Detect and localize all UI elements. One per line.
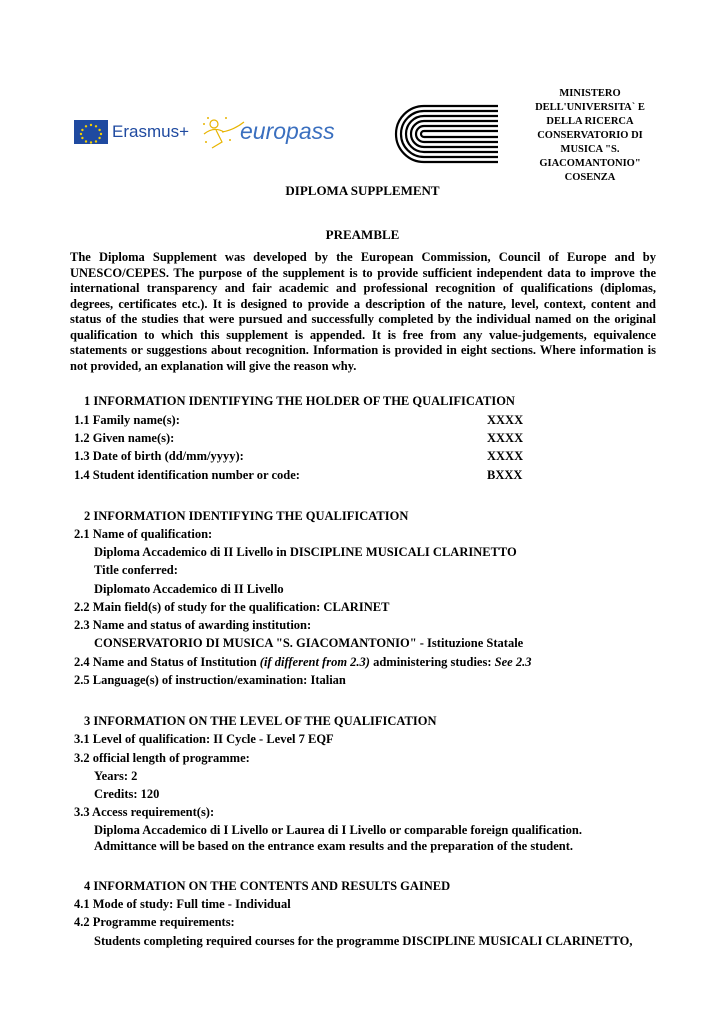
- field-label: 1.2 Given name(s):: [74, 431, 175, 445]
- programme-length-label: 3.2 official length of programme:: [74, 751, 250, 765]
- administering-label: 2.4 Name and Status of Institution: [74, 655, 260, 669]
- mode-of-study: 4.1 Mode of study: Full time - Individual: [74, 897, 291, 911]
- level-of-qualification: 3.1 Level of qualification: II Cycle - Level 7 EQF: [74, 732, 334, 746]
- administering-institution: [74, 653, 531, 671]
- access-requirement-line: Admittance will be based on the entrance exam results and the preparation of the student.: [94, 839, 574, 853]
- preamble-heading: PREAMBLE: [325, 227, 400, 242]
- field-of-study: 2.2 Main field(s) of study for the qualification: CLARINET: [74, 600, 390, 614]
- administering-note: (if different from 2.3): [259, 655, 370, 669]
- access-requirement-line: Diploma Accademico di I Livello or Laurea di I Livello or comparable foreign qualification.: [94, 823, 582, 837]
- europass-logo-text: europass: [240, 118, 335, 144]
- europass-logo: [200, 112, 335, 152]
- title-conferred-label: Title conferred:: [94, 563, 178, 577]
- ministry-line: CONSERVATORIO DI: [537, 130, 643, 141]
- ministry-line: COSENZA: [564, 172, 616, 183]
- programme-requirements-label: 4.2 Programme requirements:: [74, 915, 235, 929]
- programme-years: Years: 2: [94, 769, 138, 783]
- document-title: DIPLOMA SUPPLEMENT: [285, 183, 440, 198]
- field-value: BXXX: [487, 468, 523, 482]
- programme-credits: Credits: 120: [94, 787, 160, 801]
- administering-label-2: administering studies:: [369, 655, 495, 669]
- ministry-header: [510, 87, 670, 185]
- section1-heading: 1 INFORMATION IDENTIFYING THE HOLDER OF THE QUALIFICATION: [84, 394, 515, 408]
- awarding-institution-label: 2.3 Name and status of awarding institution:: [74, 618, 312, 632]
- field-value: XXXX: [487, 431, 524, 445]
- ministry-line: GIACOMANTONIO": [539, 158, 641, 169]
- field-value: XXXX: [487, 449, 524, 463]
- ministry-line: MUSICA "S.: [560, 144, 620, 155]
- access-requirements-label: 3.3 Access requirement(s):: [74, 805, 215, 819]
- qualification-name-label: 2.1 Name of qualification:: [74, 527, 213, 541]
- section4-heading: 4 INFORMATION ON THE CONTENTS AND RESULTS GAINED: [84, 879, 451, 893]
- preamble-text: The Diploma Supplement was developed by the European Commission, Council of Europe and by UNESCO/CEPES. The purpose of the supplement is to provide sufficient independent data to improve the international transparency and fair academic and professional recognition of qualifications (diplomas, degrees, certificates etc.). It is designed to provide a description of the nature, level, context, content and status of the studies that were pursued and successfully completed by the individual named on the original qualification to which this supplement is appended. It is free from any value-judgements, equivalence statements or suggestions about recognition. Information is provided in eight sections. Where information is not provided, an explanation will give the reason why.: [70, 250, 656, 373]
- title-conferred-value: Diplomato Accademico di II Livello: [94, 582, 284, 596]
- field-label: 1.3 Date of birth (dd/mm/yyyy):: [74, 449, 244, 463]
- qualification-name: Diploma Accademico di II Livello in DISCIPLINE MUSICALI CLARINETTO: [94, 545, 517, 559]
- programme-requirements-text: Students completing required courses for the programme DISCIPLINE MUSICALI CLARINETTO,: [94, 934, 633, 948]
- administering-value: See 2.3: [494, 655, 532, 669]
- field-label: 1.4 Student identification number or code:: [74, 468, 300, 482]
- section3-heading: 3 INFORMATION ON THE LEVEL OF THE QUALIFICATION: [84, 714, 437, 728]
- ministry-line: DELLA RICERCA: [546, 116, 634, 127]
- field-label: 1.1 Family name(s):: [74, 413, 180, 427]
- conservatorio-logo: [394, 102, 502, 166]
- conservatorio-emblem-icon: [394, 102, 502, 166]
- language-of-instruction: 2.5 Language(s) of instruction/examination: Italian: [74, 673, 346, 687]
- ministry-line: DELL'UNIVERSITA` E: [535, 102, 645, 113]
- erasmus-logo-text: Erasmus+: [112, 122, 189, 141]
- section2-heading: 2 INFORMATION IDENTIFYING THE QUALIFICATION: [84, 509, 409, 523]
- ministry-line: MINISTERO: [559, 88, 621, 99]
- field-value: XXXX: [487, 413, 524, 427]
- erasmus-logo: [74, 120, 192, 146]
- awarding-institution: CONSERVATORIO DI MUSICA "S. GIACOMANTONIO" - Istituzione Statale: [94, 636, 524, 650]
